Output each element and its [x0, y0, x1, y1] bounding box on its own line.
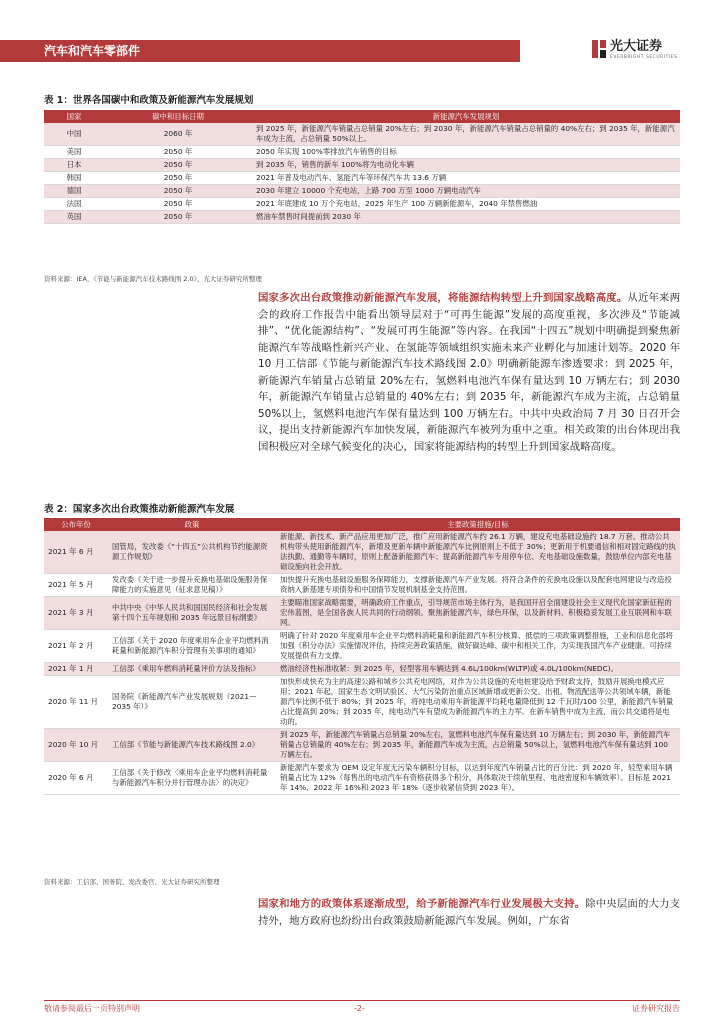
table2-cell: 燃油经济性标准收紧：到 2025 年，轻型客用车辆达到 4.6L/100km(WLTP)或 4.0L/100km(NEDC)。 [276, 663, 680, 676]
table1-cell: 中国 [44, 123, 104, 146]
table2-header: 公布年份 [44, 518, 108, 531]
table1-cell: 2050 年 [104, 211, 252, 224]
table2-cell: 主要瞄准国家战略需要，明确政府工作重点，引导规范市场主体行为，是我国开启全面建设社会主义现代化国家新征程的宏伟蓝图，是全国各族人民共同的行动纲领。聚焦新能源汽车，绿色环保，以及新材料、积极稳妥发展工业互联网和车联网。 [276, 597, 680, 630]
table1-row [44, 185, 680, 198]
logo-name: 光大证券 [610, 39, 663, 54]
table2-cell: 加快提升充换电基础设施服务保障能力，支撑新能源汽车产业发展。将符合条件的充换电设施以及配套电网建设与改造投资纳入新基建专项债券和中国情节发展机制基金支持范围。 [276, 574, 680, 597]
table1-row [44, 159, 680, 172]
table1-cell: 2050 年 [104, 198, 252, 211]
body-paragraph-2 [258, 896, 680, 929]
table1-row [44, 123, 680, 146]
logo-name-en: EVERBRIGHT SECURITIES [610, 55, 678, 60]
table1-row [44, 146, 680, 159]
table2-cell: 2020 年 10 月 [44, 729, 108, 762]
table2-cell: 新能源汽车要求为 OEM 设定年度无污染车辆积分目标，以达到年度汽车销量占比的百分比：到 2020 年，轻型乘用车辆销量占比为 12%（每售出的电动汽车有资格获得多个积分，具体取决于续航里程、电池密度和车辆效率）。目标是 2021 年 14%、2022 年 16%和 2023 年 18%（逐步收紧信贷到 2023 年）。 [276, 762, 680, 795]
table2-cell: 工信部《关于修改〈乘用车企业平均燃料消耗量与新能源汽车积分并行管理办法〉的决定》 [108, 762, 276, 795]
paragraph-2-highlight: 国家和地方的政策体系逐渐成型，给予新能源汽车行业发展极大支持。 [258, 898, 586, 910]
footer-rule [44, 1000, 680, 1001]
table2-cell: 中共中央《中华人民共和国国民经济和社会发展第十四个五年规划和 2035 年远景目标纲要》 [108, 597, 276, 630]
table2-row [44, 729, 680, 762]
table1-source: 资料来源：IEA，《节能与新能源汽车技术路线图 2.0》，光大证券研究所整理 [44, 275, 262, 283]
table1-cell: 日本 [44, 159, 104, 172]
table2-cell: 工信部《节能与新能源汽车技术路线图 2.0》 [108, 729, 276, 762]
table2-cell: 发改委《关于进一步提升充换电基础设施服务保障能力的实施意见（征求意见稿）》 [108, 574, 276, 597]
table1-cell: 德国 [44, 185, 104, 198]
table1-cell: 韩国 [44, 172, 104, 185]
table1-header: 碳中和目标日期 [104, 110, 252, 123]
table2-cell: 到 2025 年，新能源汽车销量占总销量 20%左右，氢燃料电池汽车保有量达到 10 万辆左右；到 2030 年，新能源汽车销量占总销量的 40%左右；到 2035 年，新能源汽车成为主流，占总销量 50%以上，氢燃料电池汽车保有量达到 100 万辆左右。 [276, 729, 680, 762]
table1-cell: 法国 [44, 198, 104, 211]
table1-row [44, 211, 680, 224]
table1-cell: 燃油车禁售时间提前到 2030 年 [252, 211, 680, 224]
table2-caption: 表 2：国家多次出台政策推动新能源汽车发展 [44, 504, 235, 515]
table2 [44, 518, 680, 795]
table2-row [44, 676, 680, 729]
table2-row [44, 762, 680, 795]
table2-cell: 2021 年 3 月 [44, 597, 108, 630]
section-title: 汽车和汽车零部件 [44, 44, 141, 58]
table2-cell: 加快形成快充为主的高速公路和城乡公共充电网络，对作为公共设施的充电桩建设给予财政支持，鼓励开展换电模式应用；2021 年起，国家生态文明试验区、大气污染防治重点区域新增或更新公交、出租、物流配送等公共领域车辆，新能源汽车比例不低于 80%；到 2025 年，将纯电动乘用车新能源平均耗电量降低到 12 千瓦时/100 公里，新能源汽车销量占比提高到 20%；到 2035 年，纯电动汽车有望成为新能源汽车的主力军。在新车销售中成为主流，而公共交通将是电动的。 [276, 676, 680, 729]
table2-cell: 2021 年 1 月 [44, 663, 108, 676]
table1-cell: 2050 年 [104, 146, 252, 159]
paragraph-2-text: 除中央层面的大力支持外，地方政府也纷纷出台政策鼓励新能源汽车发展。例如，广东省 [258, 898, 681, 927]
footer-report-type: 证券研究报告 [632, 1004, 680, 1013]
table2-header: 主要政策措施/目标 [276, 518, 680, 531]
table2-source: 资料来源：工信部、国务院、发改委官、光大证券研究所整理 [44, 878, 220, 886]
table1 [44, 110, 680, 224]
table1-cell: 2050 年 [104, 172, 252, 185]
table1-row [44, 172, 680, 185]
table2-row [44, 574, 680, 597]
table2-cell: 2021 年 2 月 [44, 630, 108, 663]
table2-cell: 工信部《关于 2020 年度乘用车企业平均燃料消耗量和新能源汽车积分管理有关事项的通知》 [108, 630, 276, 663]
table1-cell: 2021 年普及电动汽车、氢能汽车等环保汽车共 13.6 万辆 [252, 172, 680, 185]
table2-row [44, 663, 680, 676]
table1-cell: 到 2025 年，新能源汽车销量占总销量 20%左右；到 2030 年，新能源汽车销量占总销量的 40%左右；到 2035 年，新能源汽车成为主流，占总销量 50%以上。 [252, 123, 680, 146]
table1-caption: 表 1：世界各国碳中和政策及新能源汽车发展规划 [44, 95, 254, 106]
body-paragraph-1 [258, 290, 680, 455]
table1-row [44, 198, 680, 211]
table2-cell: 2021 年 6 月 [44, 531, 108, 574]
table1-cell: 2030 年建立 10000 个充电站，上路 700 万至 1000 万辆电动汽车 [252, 185, 680, 198]
table1-cell: 2050 年 [104, 159, 252, 172]
table2-cell: 新能源、新技术、新产品应用更加广泛，推广应用新能源汽车约 26.1 万辆，建设充电基础设施约 18.7 万套。推动公共机构带头使用新能源汽车，新增及更新车辆中新能源汽车比例原则上不低于 30%；更新用于机要通信和相对固定路线的执法执勤、通勤等车辆时，原则上配备新能源汽车；提高新能源汽车专用停车位、充电基础设施数量，鼓励单位内部充电基础设施向社会开放。 [276, 531, 680, 574]
table2-row [44, 531, 680, 574]
paragraph-1-text: 从近年来两会的政府工作报告中能看出领导层对于“可再生能源”发展的高度重视，多次涉及“节能减排”、“优化能源结构”、“发展可再生能源”等内容。在我国“十四五”规划中明确提到聚焦新能源汽车等战略性新兴产业、在氢能等领域组织实施未来产业孵化与加速计划等。2020 年 10 月工信部《节能与新能源汽车技术路线图 2.0》明确新能源车渗透要求：到 2025 年，新能源汽车销量占总销量 20%左右，氢燃料电池汽车保有量达到 10 万辆左右；到 2030 年，新能源汽车销量占总销量的 40%左右；到 2035 年，新能源汽车成为主流，占总销量 50%以上，氢燃料电池汽车保有量达到 100 万辆左右。中共中央政治局 7 月 30 日召开会议，提出支持新能源汽车加快发展，新能源汽车被列为重中之重。相关政策的出台体现出我国积极应对全球气候变化的决心，国家将能源结构的转型上升到国家战略高度。 [258, 292, 680, 453]
paragraph-1-highlight: 国家多次出台政策推动新能源汽车发展，将能源结构转型上升到国家战略高度。 [258, 292, 628, 304]
table2-cell: 2020 年 11 月 [44, 676, 108, 729]
table1-header: 国家 [44, 110, 104, 123]
table1-cell: 2050 年 [104, 185, 252, 198]
table2-row [44, 630, 680, 663]
table1-cell: 2060 年 [104, 123, 252, 146]
table1-cell: 到 2035 年，销售的新车 100%将为电动化车辆 [252, 159, 680, 172]
table1-cell: 美国 [44, 146, 104, 159]
table1-cell: 2021 年底建成 10 万个充电站，2025 年生产 100 万辆新能源车，2040 年禁售燃油 [252, 198, 680, 211]
logo-mark-icon [592, 40, 606, 58]
table1-header: 新能源汽车发展规划 [252, 110, 680, 123]
table2-cell: 工信部《乘用车燃料消耗量评价方法及指标》 [108, 663, 276, 676]
table2-cell: 国管局，发改委《“十四五”公共机构节约能源资源工作规划》 [108, 531, 276, 574]
table2-header: 政策 [108, 518, 276, 531]
footer-disclaimer: 敬请参阅最后一页特别声明 [44, 1004, 140, 1013]
table2-row [44, 597, 680, 630]
page-number: -2- [354, 1004, 365, 1013]
table2-cell: 2020 年 6 月 [44, 762, 108, 795]
table1-cell: 英国 [44, 211, 104, 224]
table1-cell: 2050 年实现 100%零排放汽车销售的目标 [252, 146, 680, 159]
table2-cell: 明确了针对 2020 年度乘用车企业平均燃料消耗量和新能源汽车积分核算、抵偿的三项政策调整措施，工业和信息化部将加强《积分办法》实施情况评估，持续完善政策措施，做好碳达峰、碳中和相关工作，为实现我国汽车产业健康、可持续发展提供有力支撑。 [276, 630, 680, 663]
table2-cell: 2021 年 5 月 [44, 574, 108, 597]
table2-cell: 国务院《新能源汽车产业发展规划（2021—2035 年）》 [108, 676, 276, 729]
